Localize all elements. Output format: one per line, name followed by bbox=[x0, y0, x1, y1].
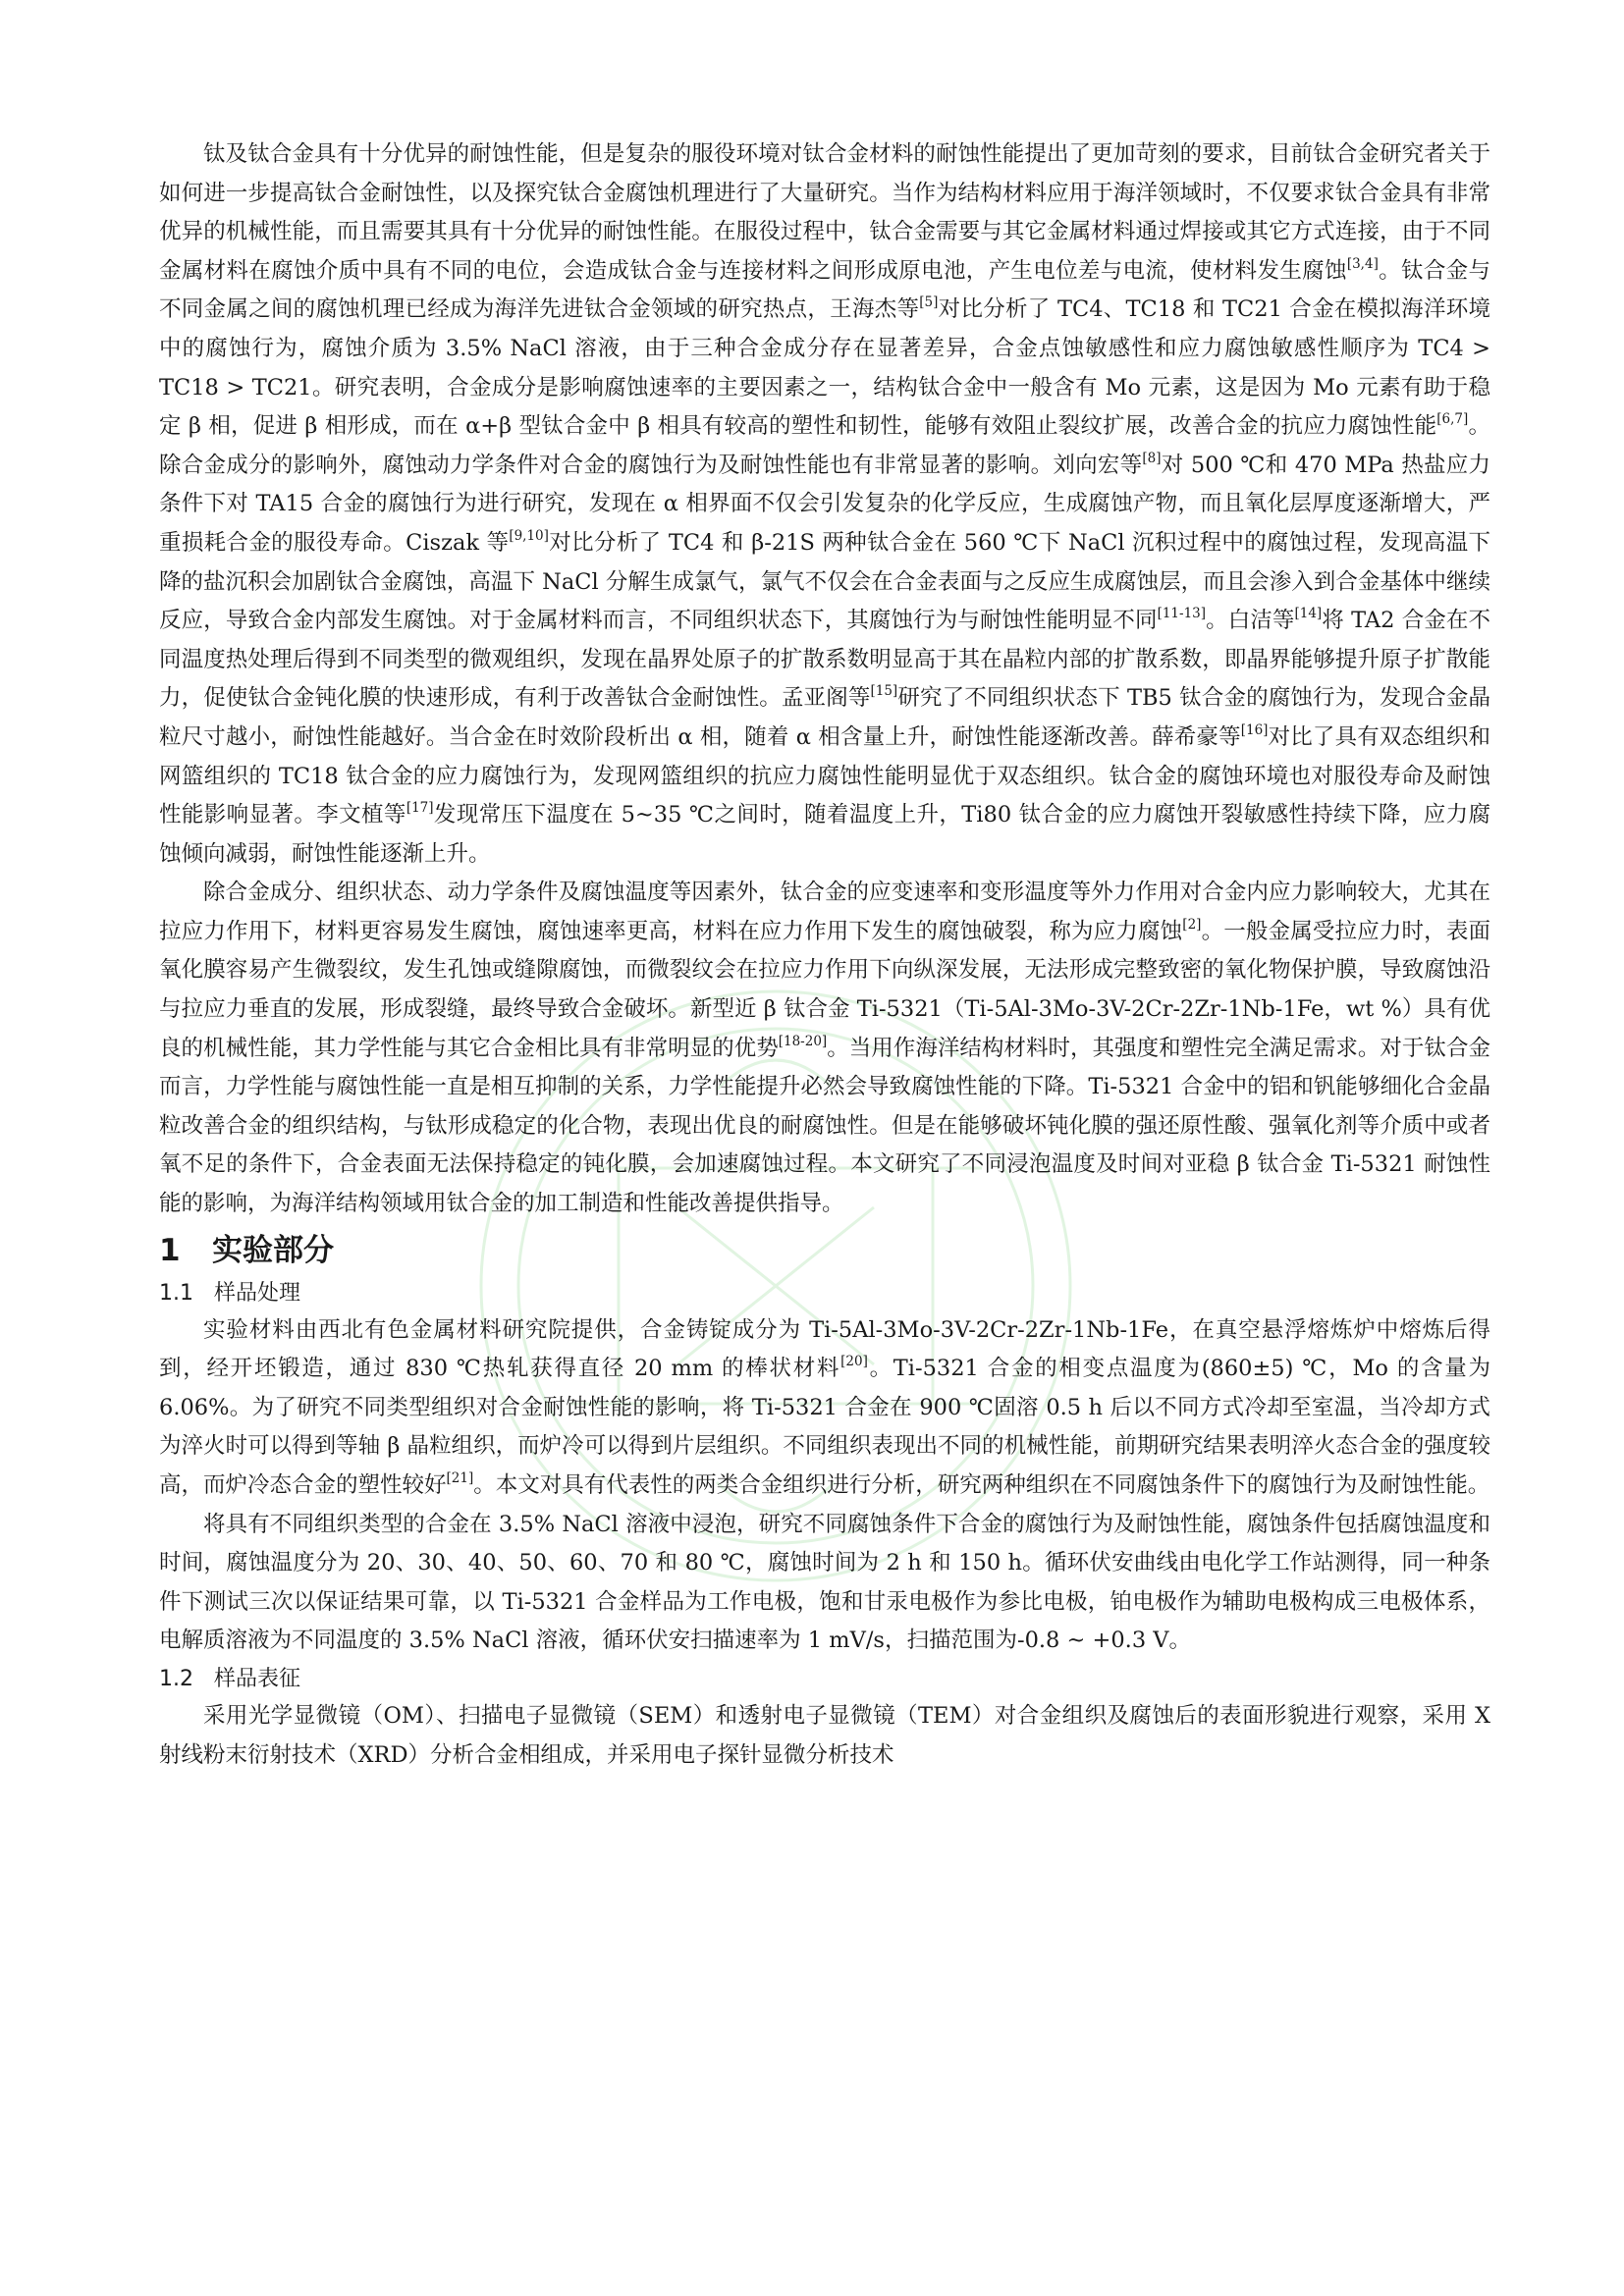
citation-ref: [21] bbox=[446, 1469, 474, 1486]
text-run: 对比分析了 TC4 和 β-21S 两种钛合金在 560 ℃下 NaCl 沉积过程中的腐蚀过程，发现高温下降的盐沉积会加剧钛合金腐蚀，高温下 NaCl 分解生成氯气，氯气不仅会在合金表面与之反应生成腐蚀层，而且会渗入到合金基体中继续反应，导致合金内部发生腐蚀。对于金属材料而言，不同组织状态下，其腐蚀行为与耐蚀性能明显不同 bbox=[159, 529, 1490, 634]
text-run: 。当用作海洋结构材料时，其强度和塑性完全满足需求。对于钛合金而言，力学性能与腐蚀性能一直是相互抑制的关系，力学性能提升必然会导致腐蚀性能的下降。Ti-5321 合金中的铝和钒能够细化合金晶粒改善合金的组织结构，与钛形成稳定的化合物，表现出优良的耐腐蚀性。但是在能够破坏钝化膜的强还原性酸、强氧化剂等介质中或者氧不足的条件下，合金表面无法保持稳定的钝化膜，会加速腐蚀过程。本文研究了不同浸泡温度及时间对亚稳 β 钛合金 Ti-5321 耐蚀性能的影响，为海洋结构领域用钛合金的加工制造和性能改善提供指导。 bbox=[159, 1035, 1490, 1217]
section-title: 实验部分 bbox=[212, 1232, 334, 1268]
intro-section bbox=[159, 135, 1490, 1224]
text-run: 将 TA2 合金在不同温度热处理后得到不同类型的微观组织，发现在晶界处原子的扩散系数明显高于其在晶粒内部的扩散系数，即晶界能够提升原子扩散能力，促使钛合金钝化膜的快速形成，有利于改善钛合金耐蚀性。孟亚阁等 bbox=[159, 608, 1490, 712]
citation-ref: [8] bbox=[1142, 450, 1162, 466]
citation-ref: [3,4] bbox=[1346, 255, 1379, 272]
text-run: 。Ti-5321 合金的相变点温度为(860±5) ℃，Mo 的含量为 6.06%。为了研究不同类型组织对合金耐蚀性能的影响，将 Ti-5321 合金在 900 ℃固溶 0.5 h 后以不同方式冷却至室温，当冷却方式为淬火时可以得到等轴 β 晶粒组织，而炉冷可以得到片层组织。不同组织表现出不同的机械性能，前期研究结果表明淬火态合金的强度较高，而炉冷态合金的塑性较好 bbox=[159, 1356, 1490, 1498]
section-number: 1 bbox=[159, 1232, 181, 1268]
citation-ref: [16] bbox=[1240, 721, 1269, 738]
body-paragraph bbox=[159, 1697, 1490, 1775]
citation-ref: [18-20] bbox=[778, 1033, 828, 1049]
text-run: 实验材料由西北有色金属材料研究院提供，合金铸锭成分为 Ti-5Al-3Mo-3V-2Cr-2Zr-1Nb-1Fe，在真空悬浮熔炼炉中熔炼后得到，经开坯锻造，通过 830 ℃热轧获得直径 20 mm 的棒状材料 bbox=[159, 1316, 1490, 1382]
subsection-title: 样品表征 bbox=[214, 1666, 301, 1691]
citation-ref: [5] bbox=[919, 294, 939, 311]
citation-ref: [15] bbox=[870, 683, 898, 700]
text-run: 研究了不同组织状态下 TB5 钛合金的腐蚀行为，发现合金晶粒尺寸越小，耐蚀性能越好。当合金在时效阶段析出 α 相，随着 α 相含量上升，耐蚀性能逐渐改善。薛希豪等 bbox=[159, 685, 1490, 750]
document-page bbox=[159, 135, 1490, 1775]
subsection-heading bbox=[159, 1661, 1490, 1697]
citation-ref: [20] bbox=[840, 1354, 868, 1370]
text-run: 对比了具有双态组织和网篮组织的 TC18 钛合金的应力腐蚀行为，发现网篮组织的抗应力腐蚀性能明显优于双态组织。钛合金的腐蚀环境也对服役寿命及耐蚀性能影响显著。李文植等 bbox=[159, 723, 1490, 828]
subsection-title: 样品处理 bbox=[214, 1280, 301, 1306]
body-paragraph bbox=[159, 1311, 1490, 1506]
text-run: 。钛合金与不同金属之间的腐蚀机理已经成为海洋先进钛合金领域的研究热点，王海杰等 bbox=[159, 257, 1490, 323]
citation-ref: [9,10] bbox=[509, 527, 549, 544]
body-paragraph bbox=[159, 874, 1490, 1223]
text-run: 发现常压下温度在 5~35 ℃之间时，随着温度上升，Ti80 钛合金的应力腐蚀开裂敏感性持续下降，应力腐蚀倾向减弱，耐蚀性能逐渐上升。 bbox=[159, 802, 1490, 867]
citation-ref: [11-13] bbox=[1157, 606, 1207, 621]
citation-ref: [17] bbox=[406, 799, 434, 816]
text-run: 将具有不同组织类型的合金在 3.5% NaCl 溶液中浸泡，研究不同腐蚀条件下合金的腐蚀行为及耐蚀性能，腐蚀条件包括腐蚀温度和时间，腐蚀温度分为 20、30、40、50、60、70 和 80 ℃，腐蚀时间为 2 h 和 150 h。循环伏安曲线由电化学工作站测得，同一种条件下测试三次以保证结果可靠，以 Ti-5321 合金样品为工作电极，饱和甘汞电极作为参比电极，铂电极作为辅助电极构成三电极体系，电解质溶液为不同温度的 3.5% NaCl 溶液，循环伏安扫描速率为 1 mV/s，扫描范围为-0.8 ~ +0.3 V。 bbox=[159, 1511, 1490, 1654]
text-run: 。一般金属受拉应力时，表面氧化膜容易产生微裂纹，发生孔蚀或缝隙腐蚀，而微裂纹会在拉应力作用下向纵深发展，无法形成完整致密的氧化物保护膜，导致腐蚀沿与拉应力垂直的发展，形成裂缝，最终导致合金破坏。新型近 β 钛合金 Ti-5321（Ti-5Al-3Mo-3V-2Cr-2Zr-1Nb-1Fe，wt %）具有优良的机械性能，其力学性能与其它合金相比具有非常明显的优势 bbox=[159, 918, 1490, 1061]
text-run: 采用光学显微镜（OM）、扫描电子显微镜（SEM）和透射电子显微镜（TEM）对合金组织及腐蚀后的表面形貌进行观察，采用 X 射线粉末衍射技术（XRD）分析合金相组成，并采用电子探针显微分析技术 bbox=[159, 1702, 1490, 1768]
text-run: 。本文对具有代表性的两类合金组织进行分析，研究两种组织在不同腐蚀条件下的腐蚀行为及耐蚀性能。 bbox=[473, 1472, 1490, 1498]
text-run: 钛及钛合金具有十分优异的耐蚀性能，但是复杂的服役环境对钛合金材料的耐蚀性能提出了更加苛刻的要求，目前钛合金研究者关于如何进一步提高钛合金耐蚀性，以及探究钛合金腐蚀机理进行了大量研究。当作为结构材料应用于海洋领域时，不仅要求钛合金具有非常优异的机械性能，而且需要其具有十分优异的耐蚀性能。在服役过程中，钛合金需要与其它金属材料通过焊接或其它方式连接，由于不同金属材料在腐蚀介质中具有不同的电位，会造成钛合金与连接材料之间形成原电池，产生电位差与电流，使材料发生腐蚀 bbox=[159, 141, 1490, 284]
citation-ref: [2] bbox=[1182, 916, 1202, 933]
citation-ref: [14] bbox=[1294, 606, 1323, 621]
section-heading bbox=[159, 1226, 1490, 1275]
body-paragraph bbox=[159, 135, 1490, 874]
text-run: 除合金成分、组织状态、动力学条件及腐蚀温度等因素外，钛合金的应变速率和变形温度等外力作用对合金内应力影响较大，尤其在拉应力作用下，材料更容易发生腐蚀，腐蚀速率更高，材料在应力作用下发生的腐蚀破裂，称为应力腐蚀 bbox=[159, 880, 1490, 944]
text-run: 。除合金成分的影响外，腐蚀动力学条件对合金的腐蚀行为及耐蚀性能也有非常显著的影响。刘向宏等 bbox=[159, 413, 1490, 478]
subsection-number: 1.2 bbox=[159, 1666, 193, 1691]
text-run: 对比分析了 TC4、TC18 和 TC21 合金在模拟海洋环境中的腐蚀行为，腐蚀介质为 3.5% NaCl 溶液，由于三种合金成分存在显著差异，合金点蚀敏感性和应力腐蚀敏感性顺序为 TC4 > TC18 > TC21。研究表明，合金成分是影响腐蚀速率的主要因素之一，结构钛合金中一般含有 Mo 元素，这是因为 Mo 元素有助于稳定 β 相，促进 β 相形成，而在 α+β 型钛合金中 β 相具有较高的塑性和韧性，能够有效阻止裂纹扩展，改善合金的抗应力腐蚀性能 bbox=[159, 296, 1490, 440]
citation-ref: [6,7] bbox=[1436, 411, 1469, 428]
subsection-number: 1.1 bbox=[159, 1280, 193, 1306]
text-run: 对 500 ℃和 470 MPa 热盐应力条件下对 TA15 合金的腐蚀行为进行研究，发现在 α 相界面不仅会引发复杂的化学反应，生成腐蚀产物，而且氧化层厚度逐渐增大，严重损耗合金的服役寿命。Ciszak 等 bbox=[159, 452, 1490, 556]
body-paragraph bbox=[159, 1506, 1490, 1661]
text-run: 。白洁等 bbox=[1206, 608, 1295, 634]
subsection-heading bbox=[159, 1275, 1490, 1311]
